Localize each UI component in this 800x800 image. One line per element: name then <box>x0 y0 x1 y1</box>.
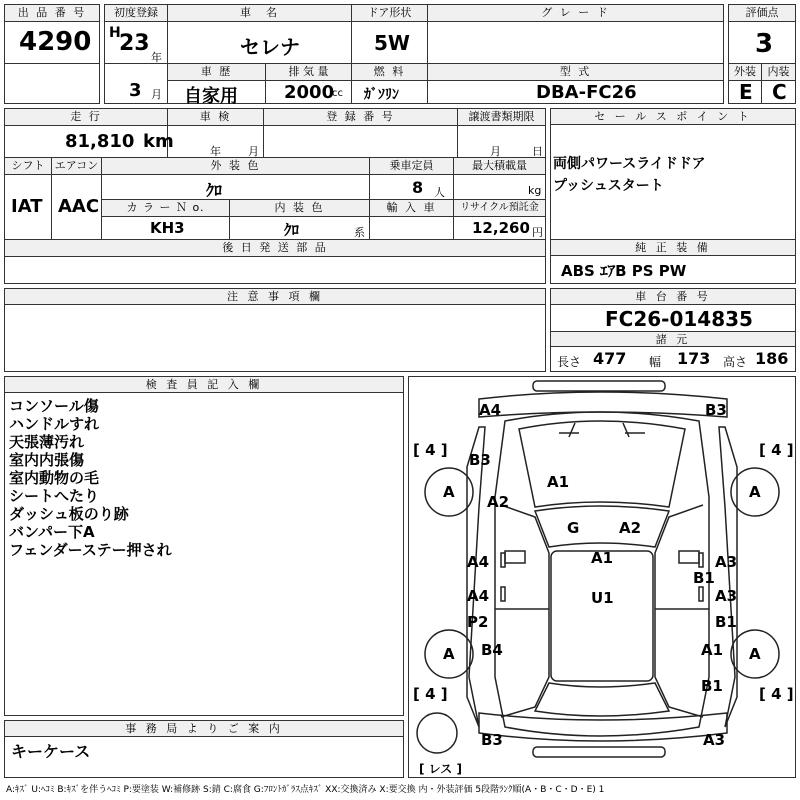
inspection-cell <box>168 108 264 158</box>
note-line: 室内動物の毛 <box>9 469 100 487</box>
height: 186 <box>755 349 789 368</box>
office-text: キーケース <box>11 742 91 761</box>
lot-number-cell <box>4 4 100 64</box>
mark-right-a3-2: A3 <box>715 587 738 605</box>
mark-left-door-2: A4 <box>467 587 490 605</box>
reg-month-cell <box>104 64 168 104</box>
recycle-label: リサイクル預託金 <box>454 200 545 217</box>
exterior-color: ｸﾛ <box>206 181 223 200</box>
car-diagram <box>409 377 795 777</box>
model-code: DBA-FC26 <box>536 82 637 103</box>
interior-color: ｸﾛ <box>284 221 300 239</box>
cc-unit: cc <box>332 88 343 99</box>
interior-label: 内装 <box>762 64 795 81</box>
reg-no-cell <box>264 108 458 158</box>
inspector-notes <box>9 397 172 559</box>
shift: IAT <box>11 196 43 217</box>
sales-point: 両側パワースライドドア <box>553 156 706 172</box>
first-reg-cell <box>104 4 168 64</box>
exterior-cell <box>728 64 762 104</box>
interior-grade: C <box>772 80 787 104</box>
inspector-label: 検 査 員 記 入 欄 <box>5 377 403 393</box>
tire-rr: A <box>749 645 761 663</box>
width-label: 幅 <box>649 355 662 369</box>
model-label: 型 式 <box>428 64 723 81</box>
history: 自家用 <box>184 86 238 107</box>
door-cell <box>352 4 428 64</box>
score: 3 <box>755 29 774 59</box>
door-label: ドア形状 <box>352 5 427 22</box>
tire-fl: A <box>443 483 455 501</box>
history-cell <box>168 64 266 107</box>
score-cell <box>728 4 796 64</box>
vehicle-details <box>4 108 546 284</box>
inspection-year-unit: 年 <box>210 145 221 158</box>
load-cell <box>454 158 546 200</box>
mark-front-left: A4 <box>479 401 502 419</box>
car-name: セレナ <box>240 35 300 59</box>
shift-cell <box>4 158 52 240</box>
mark-glass-g: G <box>567 519 580 537</box>
int-color-cell <box>230 200 370 240</box>
tread-rl: [ 4 ] <box>413 685 448 703</box>
length: 477 <box>593 349 627 368</box>
mark-rear-right: A3 <box>703 731 726 749</box>
displacement: 2000 <box>284 82 335 103</box>
era: H <box>109 25 121 41</box>
car-name-label: 車 名 <box>168 5 351 22</box>
color-number: KH3 <box>150 219 185 237</box>
equipment-box <box>550 240 796 284</box>
recycle-cell <box>454 200 546 240</box>
fuel-label: 燃 料 <box>352 64 427 81</box>
transfer-cell <box>458 108 546 158</box>
capacity: 8 <box>412 178 424 197</box>
grade-cell <box>428 4 724 64</box>
note-line: シートへたり <box>9 487 100 505</box>
ac-cell <box>52 158 102 240</box>
lot-blank-cell <box>4 64 100 104</box>
import-label: 輸 入 車 <box>370 200 453 217</box>
sales-points-box <box>550 108 796 240</box>
load-label: 最大積載量 <box>454 158 545 175</box>
sales-points-label: セ ー ル ス ポ イ ン ト <box>551 109 795 125</box>
exterior-label: 外装 <box>729 64 761 81</box>
note-line: 室内内張傷 <box>9 451 85 469</box>
mark-right-a3-1: A3 <box>715 553 738 571</box>
sales-point: プッシュスタート <box>553 178 664 194</box>
transfer-month-unit: 月 <box>490 145 501 158</box>
tread-fr: [ 4 ] <box>759 441 794 459</box>
later-parts-label: 後 日 発 送 部 品 <box>5 240 545 257</box>
mark-left-door-1: A4 <box>467 553 490 571</box>
specs-label: 諸 元 <box>551 331 795 347</box>
model-cell <box>428 64 724 104</box>
note-line: フェンダーステー押され <box>9 541 172 559</box>
ac-label: エアコン <box>52 158 101 175</box>
int-color-unit: 系 <box>354 226 365 239</box>
chassis-number: FC26-014835 <box>605 307 753 331</box>
spare-tire-mark: [ レス ] <box>419 762 462 776</box>
score-label: 評価点 <box>729 5 795 22</box>
header-table <box>4 4 796 107</box>
tire-fr: A <box>749 483 761 501</box>
chassis-box <box>550 288 796 372</box>
grade-label: グ レ ー ド <box>428 5 723 22</box>
exterior-grade: E <box>739 80 753 104</box>
capacity-cell <box>370 158 454 200</box>
office-box <box>4 720 404 778</box>
note-line: バンパー下A <box>9 523 95 541</box>
width: 173 <box>677 349 711 368</box>
history-label: 車 歴 <box>168 64 265 81</box>
transfer-label: 譲渡書類期限 <box>458 109 545 126</box>
interior-cell <box>762 64 796 104</box>
fuel-cell <box>352 64 428 104</box>
damage-diagram-box <box>408 376 796 778</box>
mark-right-rear-b1: B1 <box>701 677 723 695</box>
mark-right-b1-1: B1 <box>693 569 715 587</box>
color-label: 外 装 色 <box>102 158 369 175</box>
fuel: ｶﾞｿﾘﾝ <box>364 87 399 103</box>
mark-rear-left: B3 <box>481 731 503 749</box>
mark-left-a2: A2 <box>487 493 510 511</box>
year-unit: 年 <box>151 51 162 64</box>
lot-number: 4290 <box>19 27 92 57</box>
inspection-label: 車 検 <box>168 109 263 126</box>
capacity-label: 乗車定員 <box>370 158 453 175</box>
inspector-box <box>4 376 404 716</box>
displacement-label: 排 気 量 <box>266 64 351 81</box>
caution-label: 注 意 事 項 欄 <box>5 289 545 305</box>
inspection-month-unit: 月 <box>248 145 259 158</box>
displacement-cell <box>266 64 352 104</box>
month-unit: 月 <box>151 88 162 101</box>
office-label: 事 務 局 よ り ご 案 内 <box>5 721 403 737</box>
color-no-cell <box>102 200 230 240</box>
mark-left-p2: P2 <box>467 613 489 631</box>
length-label: 長さ <box>557 355 582 369</box>
mark-left-fender: B3 <box>469 451 491 469</box>
mileage-cell <box>4 108 174 158</box>
note-line: ダッシュ板のり跡 <box>9 505 129 523</box>
chassis-label: 車 台 番 号 <box>551 289 795 305</box>
mark-roof-a1: A1 <box>591 549 614 567</box>
mark-glass-a2: A2 <box>619 519 642 537</box>
equipment: ABS ｴｱB PS PW <box>561 262 687 280</box>
mark-right-b1-2: B1 <box>715 613 737 631</box>
lot-number-label: 出 品 番 号 <box>5 5 99 22</box>
recycle-fee: 12,260 <box>472 219 530 237</box>
door-type: 5W <box>374 31 410 55</box>
tread-fl: [ 4 ] <box>413 441 448 459</box>
shift-label: シフト <box>5 158 51 175</box>
load-unit: kg <box>528 184 542 197</box>
mileage: 81,810 <box>65 131 135 152</box>
mileage-label: 走 行 <box>5 109 167 126</box>
legend: A:ｷｽﾞ U:ﾍｺﾐ B:ｷｽﾞを伴うﾍｺﾐ P:要塗装 W:補修跡 S:錆 C:腐食 G:ﾌﾛﾝﾄｶﾞﾗｽ点ｷｽﾞ XX:交換済み X:要交換 内・外装評価 5段階ﾗﾝｸ順(A・B・C・D・E) 1 <box>6 785 605 795</box>
capacity-unit: 人 <box>434 186 445 199</box>
import-cell <box>370 200 454 240</box>
int-color-label: 内 装 色 <box>230 200 369 217</box>
color-no-label: カ ラ ー Ｎ o. <box>102 200 229 217</box>
note-line: ハンドルすれ <box>9 415 100 433</box>
mark-left-b4: B4 <box>481 641 503 659</box>
transfer-day-unit: 日 <box>532 145 543 158</box>
tire-rl: A <box>443 645 455 663</box>
reg-year: 23 <box>119 31 150 56</box>
ac: AAC <box>58 196 100 217</box>
equipment-label: 純 正 装 備 <box>551 240 795 256</box>
first-reg-label: 初度登録 <box>105 5 167 22</box>
height-label: 高さ <box>723 355 748 369</box>
later-parts-cell <box>4 240 546 284</box>
recycle-unit: 円 <box>532 226 543 239</box>
km-unit: km <box>143 131 174 152</box>
note-line: コンソール傷 <box>9 397 99 415</box>
note-line: 天張薄汚れ <box>9 433 85 451</box>
car-name-cell <box>168 4 352 64</box>
mark-front-right: B3 <box>705 401 727 419</box>
reg-no-label: 登 録 番 号 <box>264 109 457 126</box>
tread-rr: [ 4 ] <box>759 685 794 703</box>
color-cell <box>102 158 370 200</box>
mark-right-rear-a1: A1 <box>701 641 724 659</box>
reg-month: 3 <box>129 80 142 101</box>
mark-roof-u1: U1 <box>591 589 614 607</box>
caution-box <box>4 288 546 372</box>
mark-hood: A1 <box>547 473 570 491</box>
